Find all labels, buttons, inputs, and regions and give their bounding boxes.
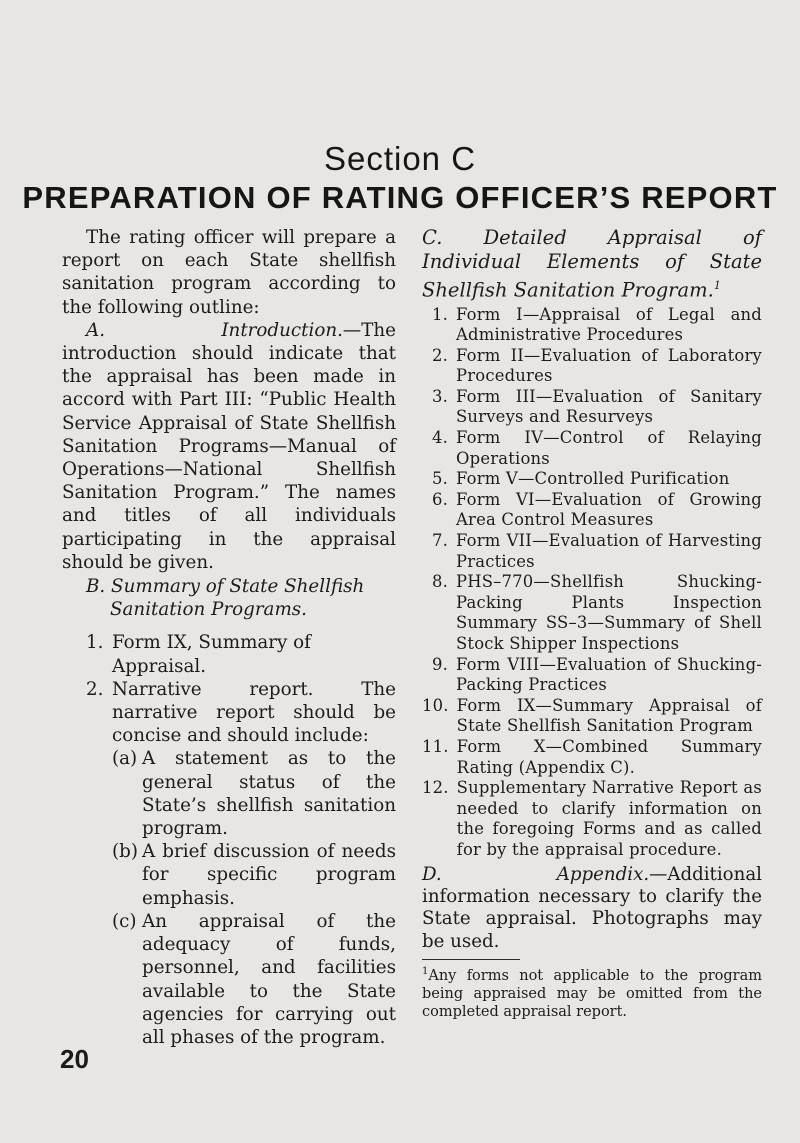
- list-item-text: PHS–770—Shellfish Shucking-Packing Plants Inspection Summary SS–3—Summary of Shell Stock Shipper Inspections: [456, 572, 762, 653]
- list-item-text: Form I—Appraisal of Legal and Administrative Procedures: [456, 304, 762, 345]
- left-column: [62, 226, 396, 1049]
- narrative-sub-list: [62, 747, 396, 1049]
- appendix-text: —Additional information necessary to clarify the State appraisal. Photographs may be used.: [422, 863, 762, 952]
- list-item-text: Form V—Controlled Purification: [456, 469, 730, 489]
- list-item-text: Narrative report. The narrative report should be concise and should include:: [112, 678, 396, 747]
- sub-item-label: (c): [112, 910, 137, 932]
- sub-list-item: [112, 840, 396, 910]
- list-item-number: 1.: [431, 304, 448, 324]
- list-item: [86, 631, 396, 677]
- list-item-number: 3.: [431, 386, 448, 406]
- list-item-number: 11.: [422, 736, 449, 756]
- list-item-number: 12.: [422, 778, 449, 798]
- sub-item-text: A statement as to the general status of the State’s shellfish sanitation program.: [142, 748, 396, 840]
- summary-heading: B. Summary of State Shellfish Sanitation Programs.: [86, 576, 365, 621]
- section-title: Section C: [323, 140, 477, 177]
- list-item: [422, 387, 762, 428]
- list-item-number: 6.: [431, 489, 448, 509]
- detailed-appraisal-heading-text: C. Detailed Appraisal of Individual Elements of State Shellfish Sanitation Program.: [422, 226, 762, 302]
- introduction-text: —The introduction should indicate that the appraisal has been made in accord with Part III: “Public Health Service Appraisal of State Shellfish Sanitation Programs—Manual of Operations—National Shellfish Sanitation Program.” The names and titles of all individuals participating in the appraisal should be given.: [62, 319, 396, 573]
- sub-item-text: A brief discussion of needs for specific program emphasis.: [142, 841, 396, 909]
- appendix-paragraph: [422, 864, 762, 954]
- forms-list: [422, 305, 762, 861]
- footnote-text: Any forms not applicable to the program being appraised may be omitted from the completed appraisal report.: [422, 967, 762, 1020]
- footnote-number: 1: [422, 966, 429, 978]
- list-item-text: Form VI—Evaluation of Growing Area Control Measures: [456, 489, 762, 530]
- list-item: [422, 531, 762, 572]
- list-item-text: Form VII—Evaluation of Harvesting Practices: [456, 531, 762, 571]
- list-item: [422, 572, 762, 654]
- list-item: [422, 655, 762, 696]
- list-item-text: Form X—Combined Summary Rating (Appendix C).: [456, 736, 762, 777]
- list-item-number: 2.: [86, 678, 104, 700]
- list-item: [422, 305, 762, 346]
- list-item-number: 10.: [422, 695, 449, 715]
- list-item: [422, 428, 762, 469]
- list-item: [422, 346, 762, 387]
- list-item-number: 2.: [431, 345, 448, 365]
- detailed-appraisal-heading: [422, 226, 762, 303]
- sub-list-item: [112, 747, 396, 840]
- footnote-rule: [422, 959, 520, 960]
- sub-list-item: [112, 910, 396, 1049]
- list-item-number: 5.: [431, 469, 448, 489]
- list-item: [422, 778, 762, 860]
- footnote: [422, 963, 762, 1021]
- list-item-text: Form IV—Control of Relaying Operations: [456, 428, 762, 468]
- list-item-number: 1.: [86, 632, 104, 654]
- sub-item-label: (b): [112, 841, 138, 863]
- summary-list: [62, 631, 396, 747]
- appendix-heading: D. Appendix.: [422, 863, 650, 885]
- list-item: [422, 469, 762, 490]
- list-item: [86, 678, 396, 748]
- right-column: [422, 226, 762, 1021]
- list-item: [422, 696, 762, 737]
- sub-item-label: (a): [112, 748, 138, 770]
- page-number: 20: [60, 1044, 89, 1074]
- list-item-text: Form VIII—Evaluation of Shucking-Packing Practices: [456, 654, 762, 695]
- footnote-marker: 1: [713, 279, 721, 292]
- introduction-paragraph: [62, 319, 396, 574]
- list-item-text: Supplementary Narrative Report as needed to clarify information on the foregoing Forms and as called for by the appraisal procedure.: [456, 778, 762, 859]
- list-item-number: 8.: [431, 572, 448, 592]
- list-item-text: Form III—Evaluation of Sanitary Surveys and Resurveys: [456, 386, 762, 427]
- list-item-text: Form IX—Summary Appraisal of State Shellfish Sanitation Program: [456, 695, 762, 736]
- list-item-text: Form II—Evaluation of Laboratory Procedures: [456, 345, 762, 386]
- list-item-number: 4.: [431, 428, 448, 448]
- intro-paragraph: The rating officer will prepare a report on each State shellfish sanitation program according to the following outline:: [62, 227, 396, 318]
- list-item: [422, 490, 762, 531]
- introduction-heading: A. Introduction.: [86, 319, 343, 341]
- sub-item-text: An appraisal of the adequacy of funds, personnel, and facilities available to the State agencies for carrying out all phases of the program.: [142, 910, 396, 1048]
- main-title: PREPARATION OF RATING OFFICER’S REPORT: [22, 180, 778, 215]
- list-item-text: Form IX, Summary of Appraisal.: [112, 632, 311, 677]
- list-item-number: 7.: [431, 531, 448, 551]
- list-item: [422, 737, 762, 778]
- list-item-number: 9.: [431, 654, 448, 674]
